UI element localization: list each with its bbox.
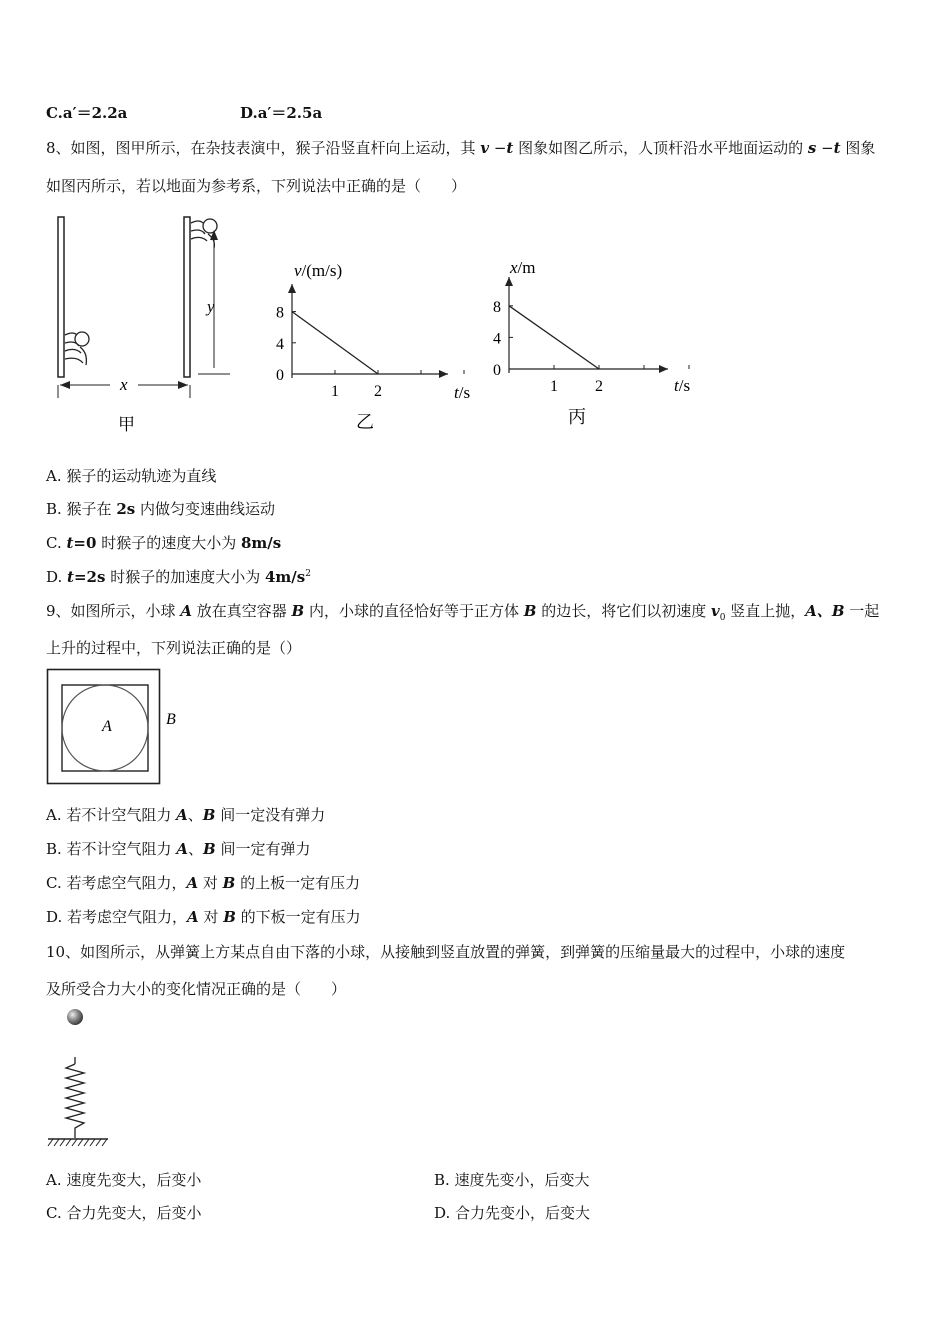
option-text: 的上板一定有压力	[235, 874, 361, 892]
option-value: 8m/s	[240, 534, 282, 552]
y-tick-label: 4	[493, 330, 501, 348]
x-axis-arrowhead	[439, 370, 448, 378]
q9-stem-text: 竖直上抛，	[725, 602, 806, 620]
q10-option-d: D. 合力先变小，后变大	[434, 1204, 591, 1222]
q9-stem-text: 放在真空容器	[191, 602, 292, 620]
y-tick-label: 0	[276, 367, 284, 384]
option-var-a: A	[186, 874, 199, 892]
option-text: 时猴子的速度大小为	[96, 534, 241, 552]
q8-stem-text: 8、如图，图甲所示，在杂技表演中，猴子沿竖直杆向上运动，其	[46, 139, 481, 157]
option-var-a: A	[187, 908, 199, 926]
spring-icon	[66, 1064, 84, 1138]
q9-var-b: B	[523, 602, 537, 620]
option-text: 间一定有弹力	[215, 840, 311, 858]
option-text: 、	[187, 806, 203, 824]
q7-option-c: C.a′＝2.2a	[46, 104, 128, 122]
pole-left	[58, 217, 64, 377]
q9-stem-text: 9、如图所示，小球	[46, 602, 181, 620]
q9-var-ab: A、B	[805, 602, 845, 620]
option-text: 间一定没有弹力	[215, 806, 326, 824]
q8-var-s: s	[807, 139, 817, 157]
y-tick-label: 8	[276, 304, 284, 322]
q8-option-b	[46, 498, 275, 519]
x-tick-label: 1	[331, 383, 339, 400]
q8-stem-line1	[46, 137, 875, 158]
chart-yi-y-axis-label	[294, 261, 342, 280]
q7-option-d: D.a′＝2.5a	[240, 104, 323, 122]
option-text: C. 若考虑空气阻力，	[46, 874, 187, 892]
option-text: 内做匀变速曲线运动	[135, 500, 275, 518]
q9-stem-text: 内，小球的直径恰好等于正方体	[304, 602, 524, 620]
option-text: 时猴子的加速度大小为	[105, 568, 265, 586]
option-text: 的下板一定有压力	[235, 908, 361, 926]
option-var-b: B	[202, 840, 216, 858]
q10-figure	[40, 1002, 120, 1152]
q8-option-a: A. 猴子的运动轨迹为直线	[46, 467, 217, 485]
q10-stem-line2: 及所受合力大小的变化情况正确的是（ ）	[46, 980, 347, 998]
option-value: =0	[73, 534, 97, 552]
y-label: y	[207, 297, 215, 316]
q8-stem-text: 图象如图乙所示，人顶杆沿水平地面运动的	[513, 139, 808, 157]
q8-var-t: t	[506, 139, 514, 157]
y-arrowhead	[210, 230, 218, 240]
superscript: 2	[305, 569, 311, 579]
q9-stem-line1	[46, 600, 879, 623]
x-axis-unit: /s	[678, 376, 691, 395]
q9-stem-line2: 上升的过程中，下列说法正确的是（）	[46, 639, 302, 657]
q10-option-b: B. 速度先变小，后变大	[434, 1171, 590, 1189]
q9-var-v: v	[710, 602, 720, 620]
falling-ball-icon	[67, 1009, 83, 1025]
x-tick-label: 2	[374, 383, 382, 400]
x-axis-var: t	[454, 383, 459, 402]
q9-var-a: A	[180, 602, 192, 620]
y-axis-var: x	[510, 258, 518, 277]
q10-option-a: A. 速度先变大，后变小	[46, 1171, 202, 1189]
y-axis-unit: /(m/s)	[301, 261, 343, 280]
q9-figure	[46, 668, 196, 788]
chart-yi-caption: 乙	[356, 412, 374, 432]
option-value: 4m/s	[264, 568, 306, 586]
option-var-b: B	[202, 806, 216, 824]
q9-stem-text: 一起	[844, 602, 880, 620]
y-axis-var: v	[294, 261, 302, 280]
q8-option-c	[46, 532, 281, 553]
ball-a-label: A	[102, 718, 112, 735]
box-b-label: B	[166, 711, 176, 728]
q8-figure-jia	[50, 210, 250, 440]
q8-chart-yi	[270, 258, 480, 433]
y-axis-arrowhead	[505, 277, 513, 286]
y-axis-unit: /m	[517, 258, 536, 277]
q8-dash: −	[816, 139, 834, 157]
y-tick-label: 8	[493, 298, 501, 316]
q9-option-c	[46, 872, 360, 893]
ground-hatch	[48, 1139, 107, 1146]
q8-chart-bing	[488, 255, 703, 430]
x-arrowhead-right	[178, 381, 188, 389]
option-text: D. 若考虑空气阻力，	[46, 908, 188, 926]
x-arrowhead-left	[60, 381, 70, 389]
x-tick-label: 2	[595, 378, 603, 395]
chart-bing-caption: 丙	[568, 407, 586, 427]
series-line	[292, 312, 378, 374]
option-text: D.	[46, 568, 68, 586]
option-value: =2s	[73, 568, 106, 586]
x-label: x	[120, 375, 128, 394]
q8-stem-line2: 如图丙所示，若以地面为参考系，下列说法中正确的是（ ）	[46, 177, 467, 195]
option-text: B. 若不计空气阻力	[46, 840, 177, 858]
option-text: A. 若不计空气阻力	[46, 806, 177, 824]
option-text: 对	[198, 908, 224, 926]
option-var-t: t	[67, 568, 74, 586]
figure-caption-jia: 甲	[118, 415, 135, 434]
x-axis-unit: /s	[458, 383, 471, 402]
q8-stem-text: 图象	[840, 139, 876, 157]
option-text: 对	[198, 874, 223, 892]
option-var-t: t	[66, 534, 74, 552]
q8-var-t: t	[833, 139, 841, 157]
y-tick-label: 4	[276, 335, 284, 353]
q9-var-b: B	[291, 602, 305, 620]
option-var-a: A	[176, 806, 188, 824]
x-axis-var: t	[674, 376, 679, 395]
subscript: 0	[719, 613, 726, 623]
y-axis-arrowhead	[288, 284, 296, 293]
chart-yi-x-axis-label	[454, 383, 470, 402]
chart-bing-y-axis-label	[509, 258, 536, 277]
q10-option-c: C. 合力先变大，后变小	[46, 1204, 202, 1222]
q8-option-d	[46, 566, 311, 587]
option-var-a: A	[176, 840, 188, 858]
chart-bing-x-axis-label	[674, 376, 690, 395]
q9-option-a	[46, 804, 325, 825]
option-value: 2s	[116, 500, 136, 518]
option-text: B. 猴子在	[46, 500, 117, 518]
option-var-b: B	[222, 874, 236, 892]
y-tick-label: 0	[493, 362, 501, 379]
q8-dash: −	[489, 139, 507, 157]
option-text: C.	[46, 534, 67, 552]
monkey-left-icon	[65, 332, 89, 365]
q9-stem-text: 的边长，将它们以初速度	[536, 602, 711, 620]
q10-stem-line1: 10、如图所示，从弹簧上方某点自由下落的小球，从接触到竖直放置的弹簧，到弹簧的压缩量最大的过程中，小球的速度	[46, 943, 846, 961]
x-axis-arrowhead	[659, 365, 668, 373]
x-tick-label: 1	[550, 378, 558, 395]
pole-right	[184, 217, 190, 377]
q8-var-v: v	[480, 139, 490, 157]
option-text: 、	[187, 840, 203, 858]
q9-option-d	[46, 906, 361, 927]
series-line	[509, 306, 599, 369]
q9-option-b	[46, 838, 310, 859]
option-var-b: B	[223, 908, 236, 926]
